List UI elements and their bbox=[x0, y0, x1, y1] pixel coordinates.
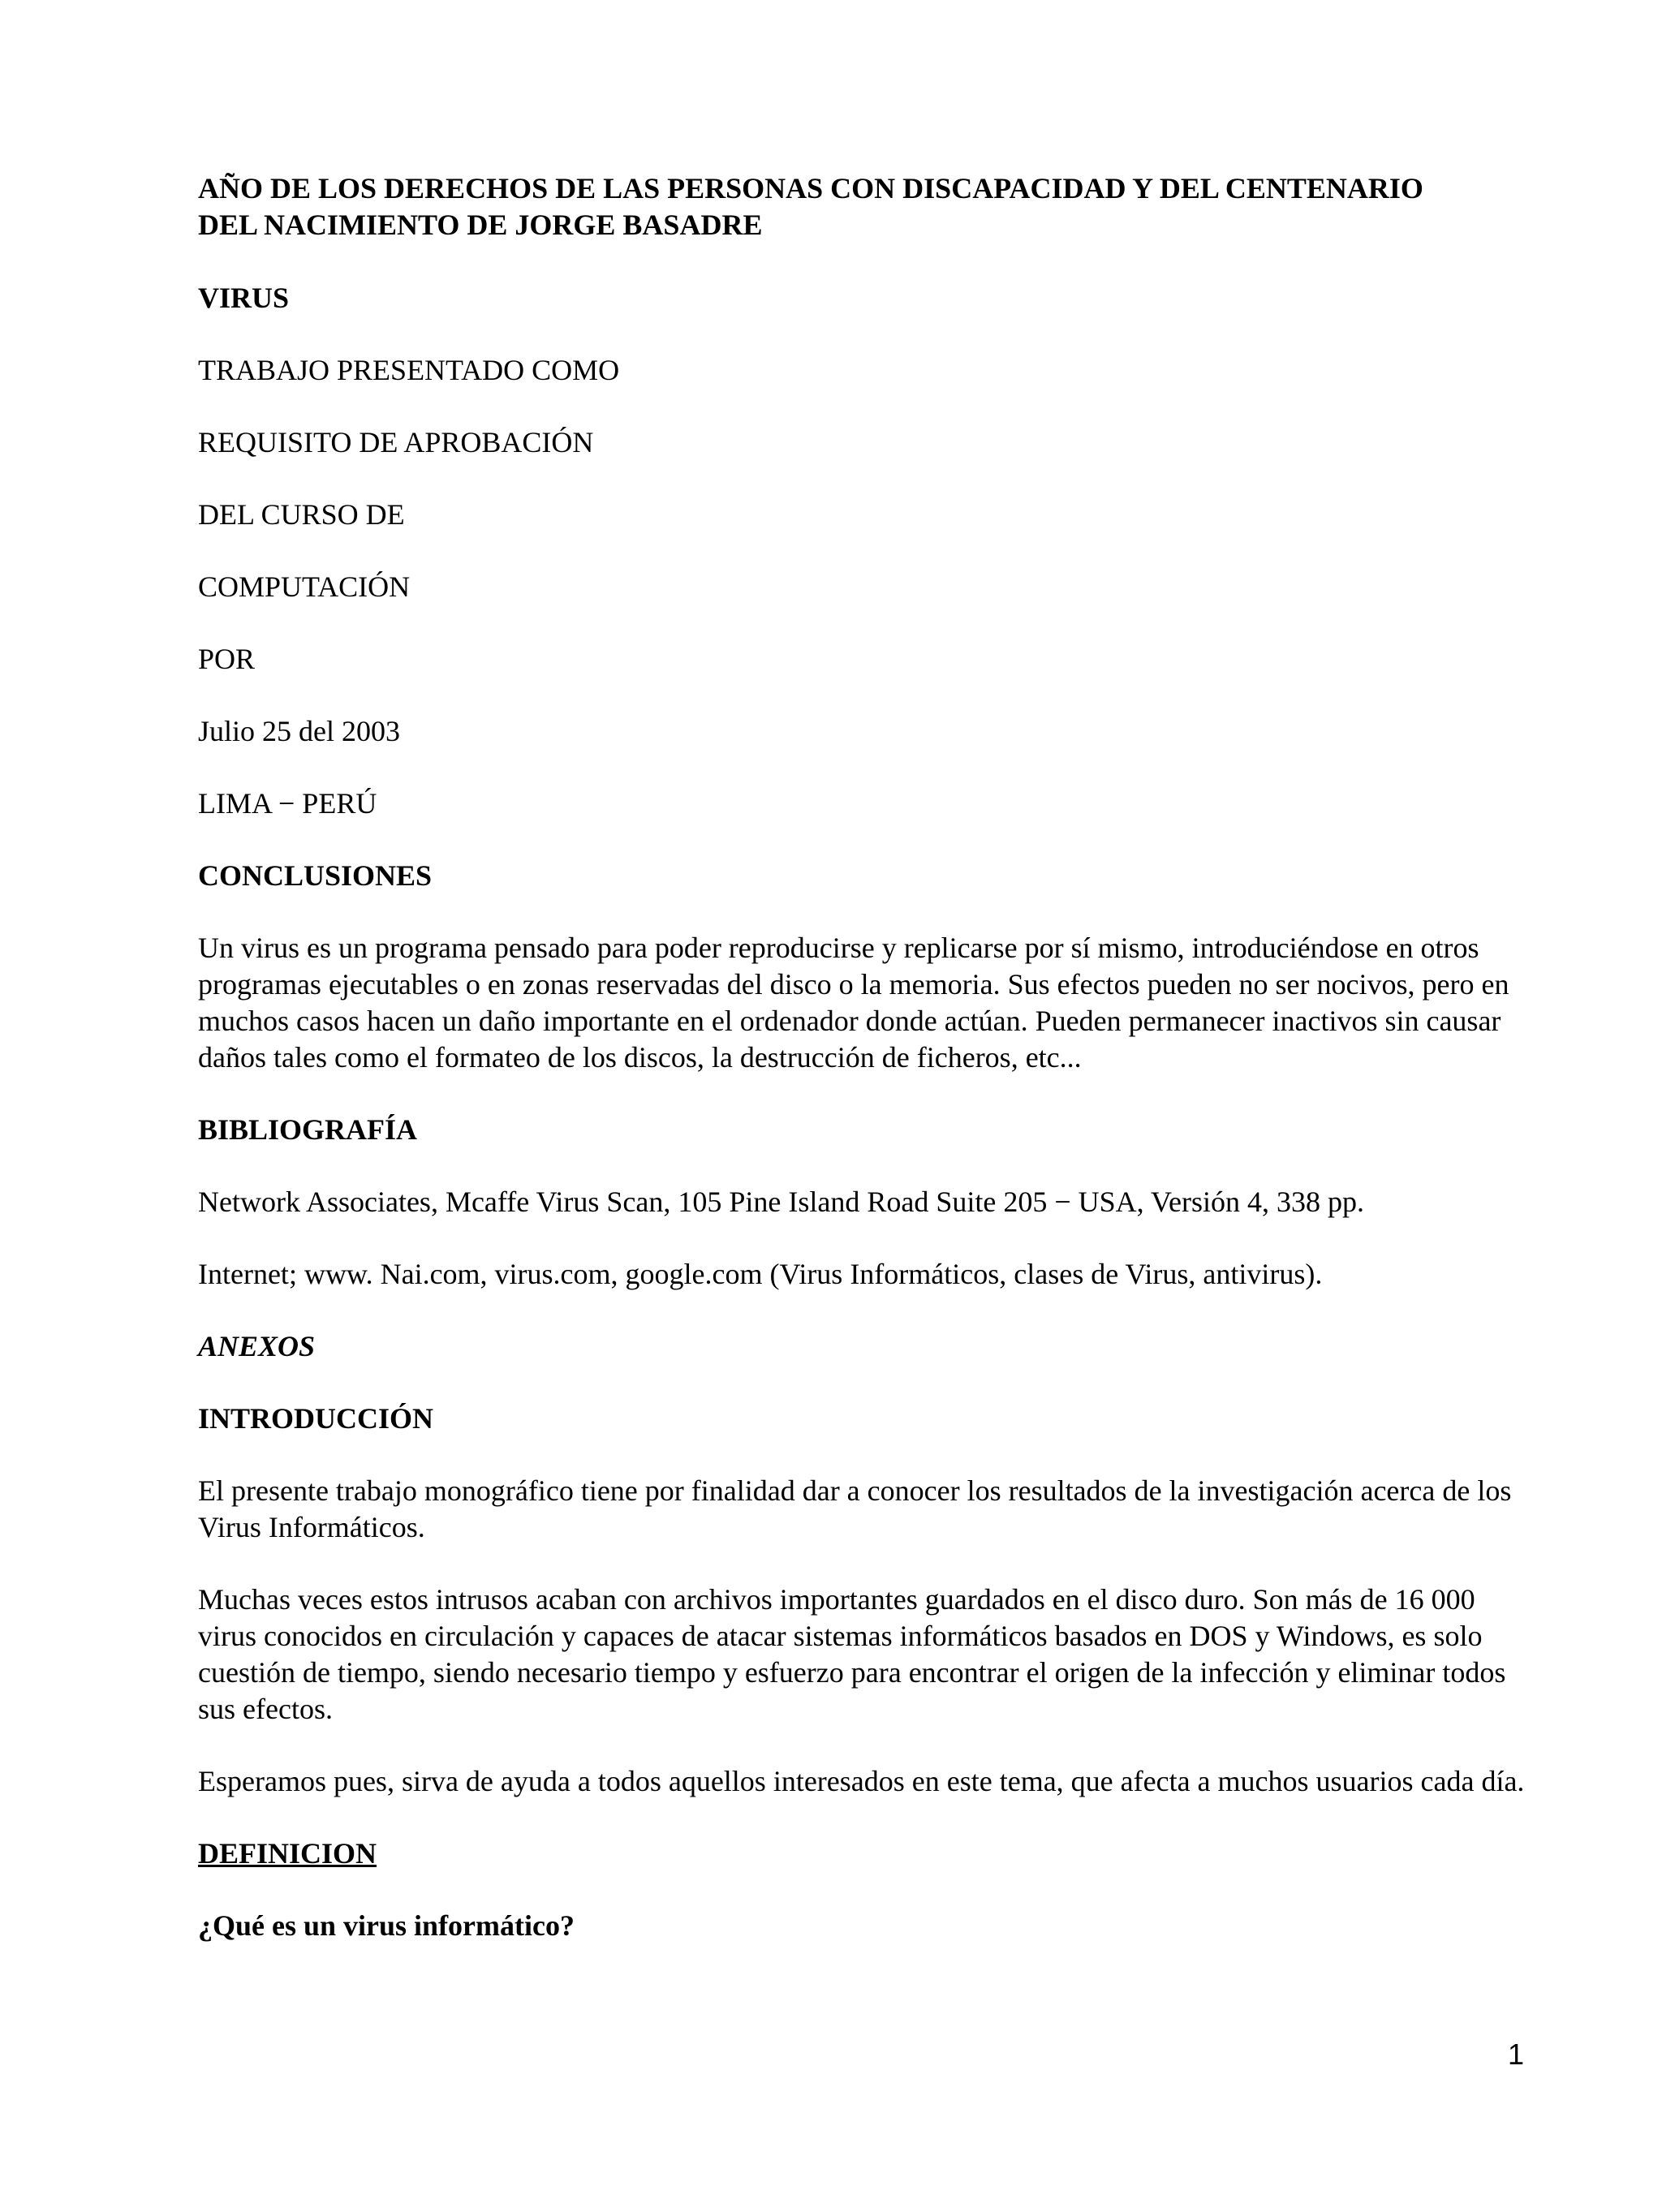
title-line-1: AÑO DE LOS DERECHOS DE LAS PERSONAS CON DISCAPACIDAD Y DEL CENTENARIO bbox=[198, 172, 1423, 204]
cover-line: TRABAJO PRESENTADO COMO bbox=[198, 354, 620, 386]
cover-line: POR bbox=[198, 643, 256, 675]
page-number: 1 bbox=[1508, 2038, 1525, 2071]
introduccion-paragraph: Esperamos pues, sirva de ayuda a todos aquellos interesados en este tema, que afecta a muchos usuarios cada día. bbox=[198, 1765, 1525, 1797]
introduccion-paragraph: El presente trabajo monográfico tiene por finalidad dar a conocer los resultados de la investigación acerca de los Virus Informáticos. bbox=[198, 1474, 1512, 1543]
anexos-heading: ANEXOS bbox=[198, 1330, 316, 1362]
cover-line: DEL CURSO DE bbox=[198, 498, 405, 531]
cover-line: COMPUTACIÓN bbox=[198, 570, 411, 603]
subject-heading: VIRUS bbox=[198, 282, 290, 314]
introduccion-paragraph: Muchas veces estos intrusos acaban con archivos importantes guardados en el disco duro. Son más de 16 000 virus conocidos en circulación y capaces de atacar sistemas informáticos basados en DOS y Windows, es solo cuestión de tiempo, siendo necesario tiempo y esfuerzo para encontrar el origen de la infección y eliminar todos sus efectos. bbox=[198, 1583, 1506, 1725]
cover-date: Julio 25 del 2003 bbox=[198, 715, 400, 747]
question-heading: ¿Qué es un virus informático? bbox=[198, 1909, 575, 1942]
bibliografia-heading: BIBLIOGRAFÍA bbox=[198, 1113, 418, 1146]
conclusiones-heading: CONCLUSIONES bbox=[198, 859, 433, 892]
introduccion-heading: INTRODUCCIÓN bbox=[198, 1402, 434, 1435]
definicion-heading: DEFINICION bbox=[198, 1837, 377, 1870]
page-content bbox=[198, 170, 1529, 1944]
cover-location: LIMA − PERÚ bbox=[198, 787, 377, 820]
conclusiones-paragraph: Un virus es un programa pensado para poder reproducirse y replicarse por sí mismo, introduciéndose en otros programas ejecutables o en zonas reservadas del disco o la memoria. Sus efectos pueden no ser nocivos, pero en muchos casos hacen un daño importante en el ordenador donde actúan. Pueden permanecer inactivos sin causar daños tales como el formateo de los discos, la destrucción de ficheros, etc... bbox=[198, 932, 1509, 1074]
document-title bbox=[198, 170, 1529, 243]
cover-line: REQUISITO DE APROBACIÓN bbox=[198, 426, 594, 458]
title-line-2: DEL NACIMIENTO DE JORGE BASADRE bbox=[198, 209, 763, 241]
bibliography-item: Network Associates, Mcaffe Virus Scan, 105 Pine Island Road Suite 205 − USA, Versión 4, 338 pp. bbox=[198, 1186, 1365, 1218]
bibliography-item: Internet; www. Nai.com, virus.com, google.com (Virus Informáticos, clases de Virus, antivirus). bbox=[198, 1258, 1323, 1290]
